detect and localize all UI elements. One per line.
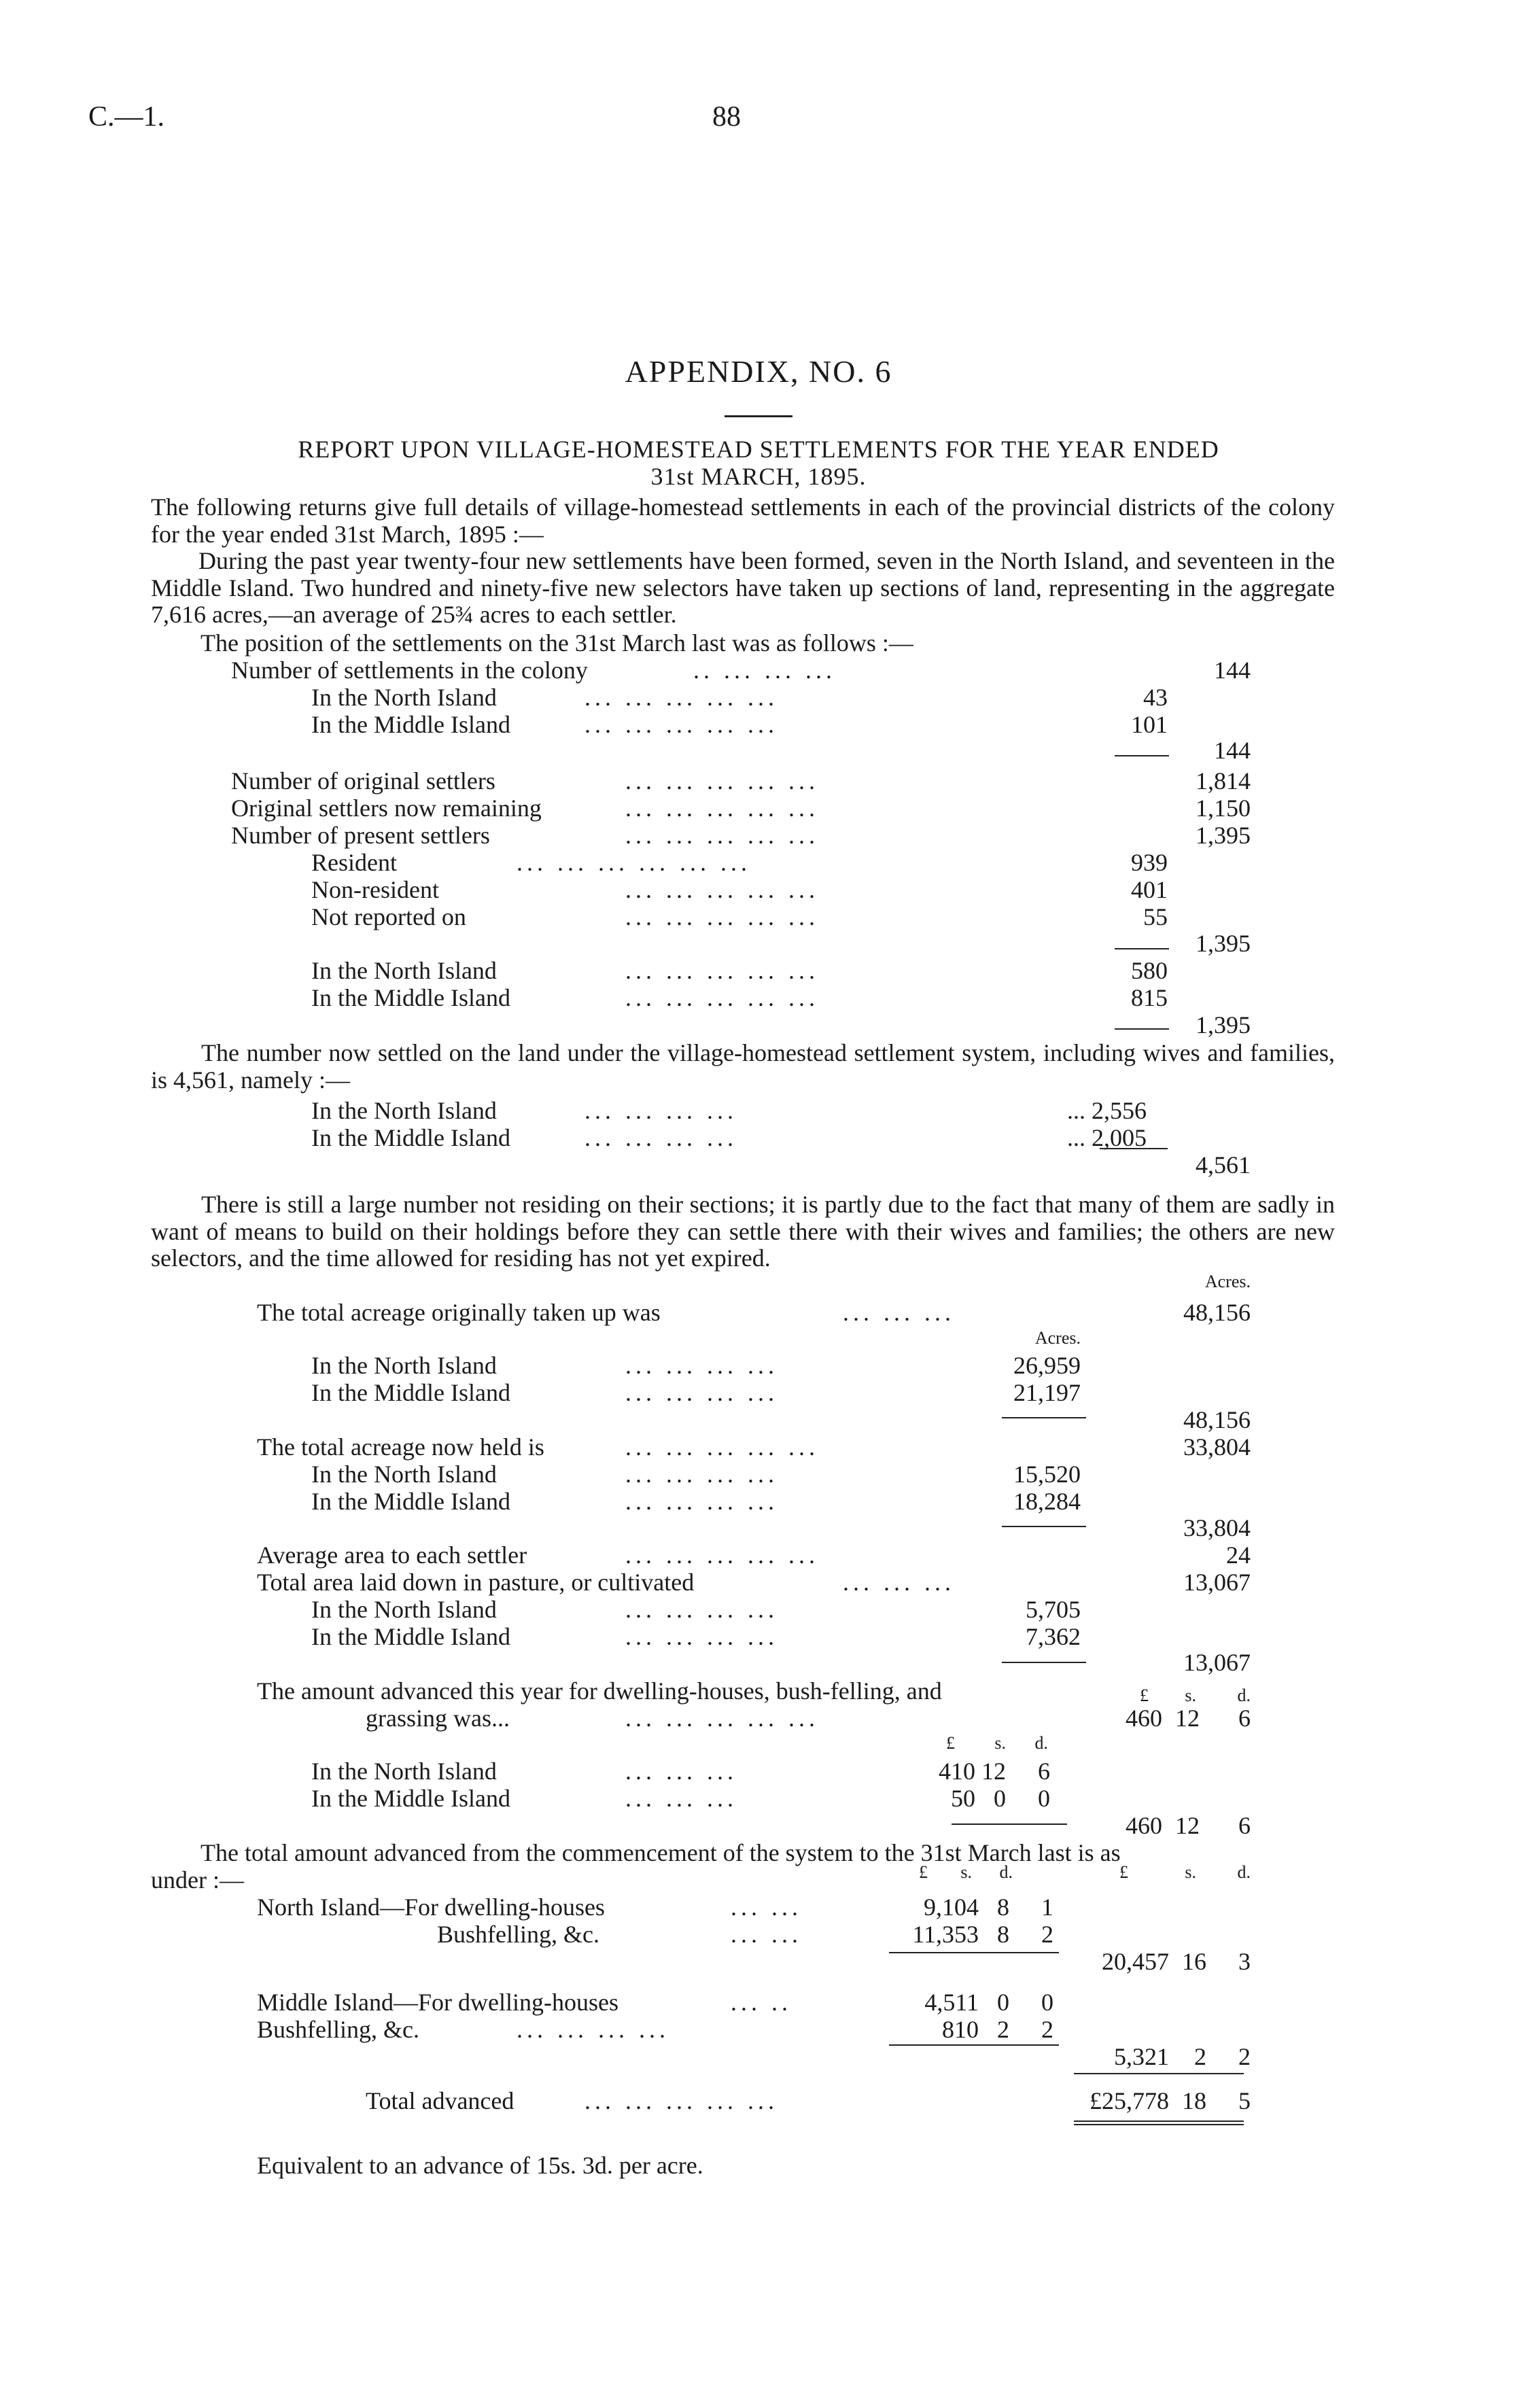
- population-paragraph: The number now settled on the land under the village-homestead settlement system, including wives and families, is 4,561, namely :—: [151, 1039, 1335, 1094]
- total-rule: [1074, 2073, 1244, 2074]
- advance-year-total-shillings: 12: [1175, 1705, 1200, 1732]
- advance-total-text-line2: under :—: [151, 1866, 244, 1894]
- middle-bushfelling-shillings: 2: [997, 2016, 1009, 2043]
- north-dwelling-pounds: 9,104: [924, 1894, 979, 1921]
- advance-year-north-shillings: 12: [981, 1758, 1006, 1785]
- lsd-header-pounds: £: [1119, 1862, 1128, 1882]
- acreage-average-label: Average area to each settler: [257, 1541, 527, 1569]
- north-bushfelling-pounds: 11,353: [912, 1921, 979, 1948]
- advance-year-middle-label: In the Middle Island: [311, 1785, 510, 1812]
- middle-subtotal-pence: 2: [1238, 2043, 1251, 2070]
- settlers-original-label: Number of original settlers: [231, 767, 495, 795]
- middle-subtotal-pounds: 5,321: [1114, 2043, 1169, 2070]
- intro-paragraph-3: The position of the settlements on the 31st March last was as follows :—: [200, 629, 913, 657]
- acreage-pasture-middle-value: 7,362: [1026, 1623, 1081, 1650]
- leader-dots: ... ... ... ... ...: [625, 767, 819, 795]
- acreage-original-value: 48,156: [1183, 1299, 1251, 1326]
- equivalent-note: Equivalent to an advance of 15s. 3d. per acre.: [257, 2152, 703, 2179]
- acreage-orig-middle-label: In the Middle Island: [311, 1379, 510, 1406]
- advance-year-label-line1: The amount advanced this year for dwelling-houses, bush-felling, and: [257, 1677, 942, 1705]
- lsd-header-pounds: £: [1140, 1686, 1149, 1705]
- leader-dots: ... ... ...: [843, 1569, 955, 1596]
- settlers-present-value: 1,395: [1196, 822, 1251, 849]
- north-subtotal-pence: 3: [1238, 1948, 1251, 1975]
- population-total: 4,561: [1196, 1151, 1251, 1179]
- acreage-pasture-subtotal: 13,067: [1183, 1649, 1251, 1676]
- settlements-middle-label: In the Middle Island: [311, 711, 510, 738]
- report-title-line2: 31st MARCH, 1895.: [650, 463, 867, 490]
- acreage-held-middle-value: 18,284: [1013, 1488, 1081, 1515]
- leader-dots: ... ... ... ... ...: [625, 984, 819, 1011]
- leader-dots: ... ... ... ... ...: [585, 2087, 778, 2114]
- subtotal-rule: [889, 1952, 1059, 1953]
- acreage-pasture-middle-label: In the Middle Island: [311, 1623, 510, 1650]
- leader-dots: .. ... ... ...: [693, 657, 836, 684]
- lsd-header-pounds: £: [919, 1862, 928, 1882]
- north-dwelling-label: North Island—For dwelling-houses: [257, 1894, 605, 1921]
- north-bushfelling-label: Bushfelling, &c.: [437, 1921, 599, 1948]
- settlements-number-total: 144: [1214, 657, 1251, 684]
- lsd-header-shillings: s.: [994, 1733, 1006, 1753]
- acreage-pasture-north-value: 5,705: [1026, 1596, 1081, 1623]
- population-middle-value: ... 2,005: [1067, 1124, 1147, 1151]
- settlers-present-label: Number of present settlers: [231, 822, 490, 849]
- settlers-resident-label: Resident: [311, 849, 397, 876]
- leader-dots: ... ..: [731, 1989, 792, 2016]
- leader-dots: ... ... ... ...: [585, 1097, 737, 1124]
- acreage-held-north-label: In the North Island: [311, 1461, 497, 1488]
- lsd-header-pounds: £: [946, 1733, 955, 1753]
- leader-dots: ... ...: [731, 1894, 802, 1921]
- advance-year-subtotal-pence: 6: [1238, 1812, 1251, 1839]
- settlers-remaining-label: Original settlers now remaining: [231, 795, 542, 822]
- leader-dots: ... ... ... ... ...: [625, 903, 819, 930]
- acres-column-header: Acres.: [1204, 1272, 1251, 1291]
- lsd-header-pence: d.: [999, 1862, 1013, 1882]
- leader-dots: ... ... ... ... ...: [625, 1433, 819, 1461]
- middle-dwelling-pence: 0: [1041, 1989, 1053, 2016]
- leader-dots: ... ... ... ...: [625, 1596, 778, 1623]
- leader-dots: ... ... ... ...: [625, 1461, 778, 1488]
- leader-dots: ... ... ... ...: [625, 1352, 778, 1379]
- leader-dots: ... ... ... ...: [625, 1488, 778, 1515]
- advance-year-subtotal-pounds: 460: [1126, 1812, 1162, 1839]
- report-title-line1: REPORT UPON VILLAGE-HOMESTEAD SETTLEMENTS FOR THE YEAR ENDED: [298, 436, 1219, 463]
- leader-dots: ... ... ... ...: [625, 1623, 778, 1650]
- page-number: 88: [712, 101, 741, 133]
- acreage-held-north-value: 15,520: [1013, 1461, 1081, 1488]
- leader-dots: ... ... ...: [625, 1758, 737, 1785]
- leader-dots: ... ... ... ... ...: [585, 684, 778, 711]
- north-dwelling-shillings: 8: [997, 1894, 1009, 1921]
- advance-total-text-line1: The total amount advanced from the commencement of the system to the 31st March last is as: [200, 1839, 1121, 1866]
- leader-dots: ... ...: [731, 1921, 802, 1948]
- advance-year-label-line2: grassing was...: [366, 1705, 510, 1732]
- acreage-held-subtotal: 33,804: [1183, 1514, 1251, 1541]
- acreage-held-label: The total acreage now held is: [257, 1433, 544, 1461]
- advance-year-middle-pence: 0: [1038, 1785, 1050, 1812]
- title-rule: [725, 415, 792, 417]
- leader-dots: ... ... ... ...: [625, 1379, 778, 1406]
- leader-dots: ... ... ... ...: [517, 2016, 669, 2043]
- north-subtotal-pounds: 20,457: [1102, 1948, 1169, 1975]
- document-reference: C.—1.: [88, 101, 165, 133]
- settlers-subtotal-1: 1,395: [1196, 930, 1251, 957]
- advance-year-north-pounds: 410: [939, 1758, 975, 1785]
- intro-paragraph-2: During the past year twenty-four new settlements have been formed, seven in the North Island, and seventeen in the Middle Island. Two hundred and ninety-five new selectors have taken up sections of land, representing in the aggregate 7,616 acres,—an average of 25¾ acres to each settler.: [151, 547, 1335, 628]
- acreage-original-label: The total acreage originally taken up was: [257, 1299, 661, 1326]
- total-advanced-shillings: 18: [1182, 2087, 1206, 2114]
- leader-dots: ... ... ... ... ...: [625, 957, 819, 984]
- acreage-held-middle-label: In the Middle Island: [311, 1488, 510, 1515]
- settlers-remaining-value: 1,150: [1196, 795, 1251, 822]
- settlers-notreported-value: 55: [1143, 903, 1168, 930]
- subtotal-rule: [1002, 1417, 1086, 1418]
- lsd-header-pence: d.: [1034, 1733, 1048, 1753]
- middle-dwelling-label: Middle Island—For dwelling-houses: [257, 1989, 618, 2016]
- leader-dots: ... ... ... ... ... ...: [517, 849, 751, 876]
- advance-year-total-pence: 6: [1238, 1705, 1251, 1732]
- acreage-orig-north-label: In the North Island: [311, 1352, 497, 1379]
- appendix-title: APPENDIX, NO. 6: [625, 354, 892, 389]
- settlers-notreported-label: Not reported on: [311, 903, 466, 930]
- leader-dots: ... ... ... ...: [585, 1124, 737, 1151]
- intro-paragraph-1: The following returns give full details of village-homestead settlements in each of the provincial districts of the colony for the year ended 31st March, 1895 :—: [151, 493, 1335, 548]
- leader-dots: ... ... ... ... ...: [625, 1705, 819, 1732]
- leader-dots: ... ... ... ... ...: [625, 822, 819, 849]
- total-advanced-pounds: £25,778: [1089, 2087, 1169, 2114]
- subtotal-rule: [952, 1824, 1067, 1825]
- grand-total-double-rule: [1074, 2121, 1244, 2125]
- lsd-header-shillings: s.: [1185, 1686, 1196, 1705]
- lsd-header-pence: d.: [1237, 1862, 1251, 1882]
- settlers-nonresident-label: Non-resident: [311, 876, 439, 903]
- settlers-north-value: 580: [1131, 957, 1168, 984]
- lsd-header-shillings: s.: [1185, 1862, 1196, 1882]
- population-north-value: ... 2,556: [1067, 1097, 1147, 1124]
- acreage-orig-subtotal: 48,156: [1183, 1406, 1251, 1433]
- subtotal-rule: [1002, 1662, 1086, 1663]
- middle-bushfelling-pence: 2: [1041, 2016, 1053, 2043]
- north-bushfelling-pence: 2: [1041, 1921, 1053, 1948]
- leader-dots: ... ... ...: [843, 1299, 955, 1326]
- acreage-orig-north-value: 26,959: [1013, 1352, 1081, 1379]
- total-advanced-label: Total advanced: [366, 2087, 515, 2114]
- total-advanced-pence: 5: [1238, 2087, 1251, 2114]
- acreage-average-value: 24: [1226, 1541, 1251, 1569]
- advance-year-middle-shillings: 0: [994, 1785, 1006, 1812]
- subtotal-rule: [889, 2044, 1059, 2046]
- north-bushfelling-shillings: 8: [997, 1921, 1009, 1948]
- north-dwelling-pence: 1: [1041, 1894, 1053, 1921]
- middle-bushfelling-label: Bushfelling, &c.: [257, 2016, 419, 2043]
- lsd-header-shillings: s.: [960, 1862, 972, 1882]
- middle-dwelling-shillings: 0: [997, 1989, 1009, 2016]
- acreage-pasture-north-label: In the North Island: [311, 1596, 497, 1623]
- acreage-orig-middle-value: 21,197: [1013, 1379, 1081, 1406]
- lsd-header-pence: d.: [1237, 1686, 1251, 1705]
- acreage-held-value: 33,804: [1183, 1433, 1251, 1461]
- leader-dots: ... ... ... ... ...: [625, 795, 819, 822]
- settlements-north-label: In the North Island: [311, 684, 497, 711]
- middle-subtotal-shillings: 2: [1194, 2043, 1206, 2070]
- leader-dots: ... ... ... ... ...: [625, 1541, 819, 1569]
- advance-year-subtotal-shillings: 12: [1175, 1812, 1200, 1839]
- settlers-nonresident-value: 401: [1131, 876, 1168, 903]
- north-subtotal-shillings: 16: [1182, 1948, 1206, 1975]
- settlements-middle-value: 101: [1131, 711, 1168, 738]
- settlers-middle-label: In the Middle Island: [311, 984, 510, 1011]
- advance-year-north-label: In the North Island: [311, 1758, 497, 1785]
- settlements-number-label: Number of settlements in the colony: [231, 657, 588, 684]
- middle-dwelling-pounds: 4,511: [924, 1989, 979, 2016]
- subtotal-rule: [1100, 1148, 1168, 1149]
- acres-subcolumn-header: Acres.: [1034, 1328, 1081, 1348]
- population-north-label: In the North Island: [311, 1097, 497, 1124]
- acreage-pasture-value: 13,067: [1183, 1569, 1251, 1596]
- settlers-middle-value: 815: [1131, 984, 1168, 1011]
- advance-year-total-pounds: 460: [1126, 1705, 1162, 1732]
- settlers-subtotal-2: 1,395: [1196, 1011, 1251, 1039]
- settlers-original-value: 1,814: [1196, 767, 1251, 795]
- acreage-pasture-label: Total area laid down in pasture, or cultivated: [257, 1569, 695, 1596]
- leader-dots: ... ... ... ... ...: [625, 876, 819, 903]
- subtotal-rule: [1002, 1526, 1086, 1527]
- leader-dots: ... ... ...: [625, 1785, 737, 1812]
- settlers-resident-value: 939: [1131, 849, 1168, 876]
- residence-paragraph: There is still a large number not residing on their sections; it is partly due to the fact that many of them are sadly in want of means to build on their holdings before they can settle there with their wives and families; the others are new selectors, and the time allowed for residing has not yet expired.: [151, 1191, 1335, 1272]
- advance-year-middle-pounds: 50: [951, 1785, 975, 1812]
- leader-dots: ... ... ... ... ...: [585, 711, 778, 738]
- settlements-subtotal: 144: [1214, 737, 1251, 764]
- settlers-north-label: In the North Island: [311, 957, 497, 984]
- advance-year-north-pence: 6: [1038, 1758, 1050, 1785]
- settlements-north-value: 43: [1143, 684, 1168, 711]
- population-middle-label: In the Middle Island: [311, 1124, 510, 1151]
- middle-bushfelling-pounds: 810: [942, 2016, 979, 2043]
